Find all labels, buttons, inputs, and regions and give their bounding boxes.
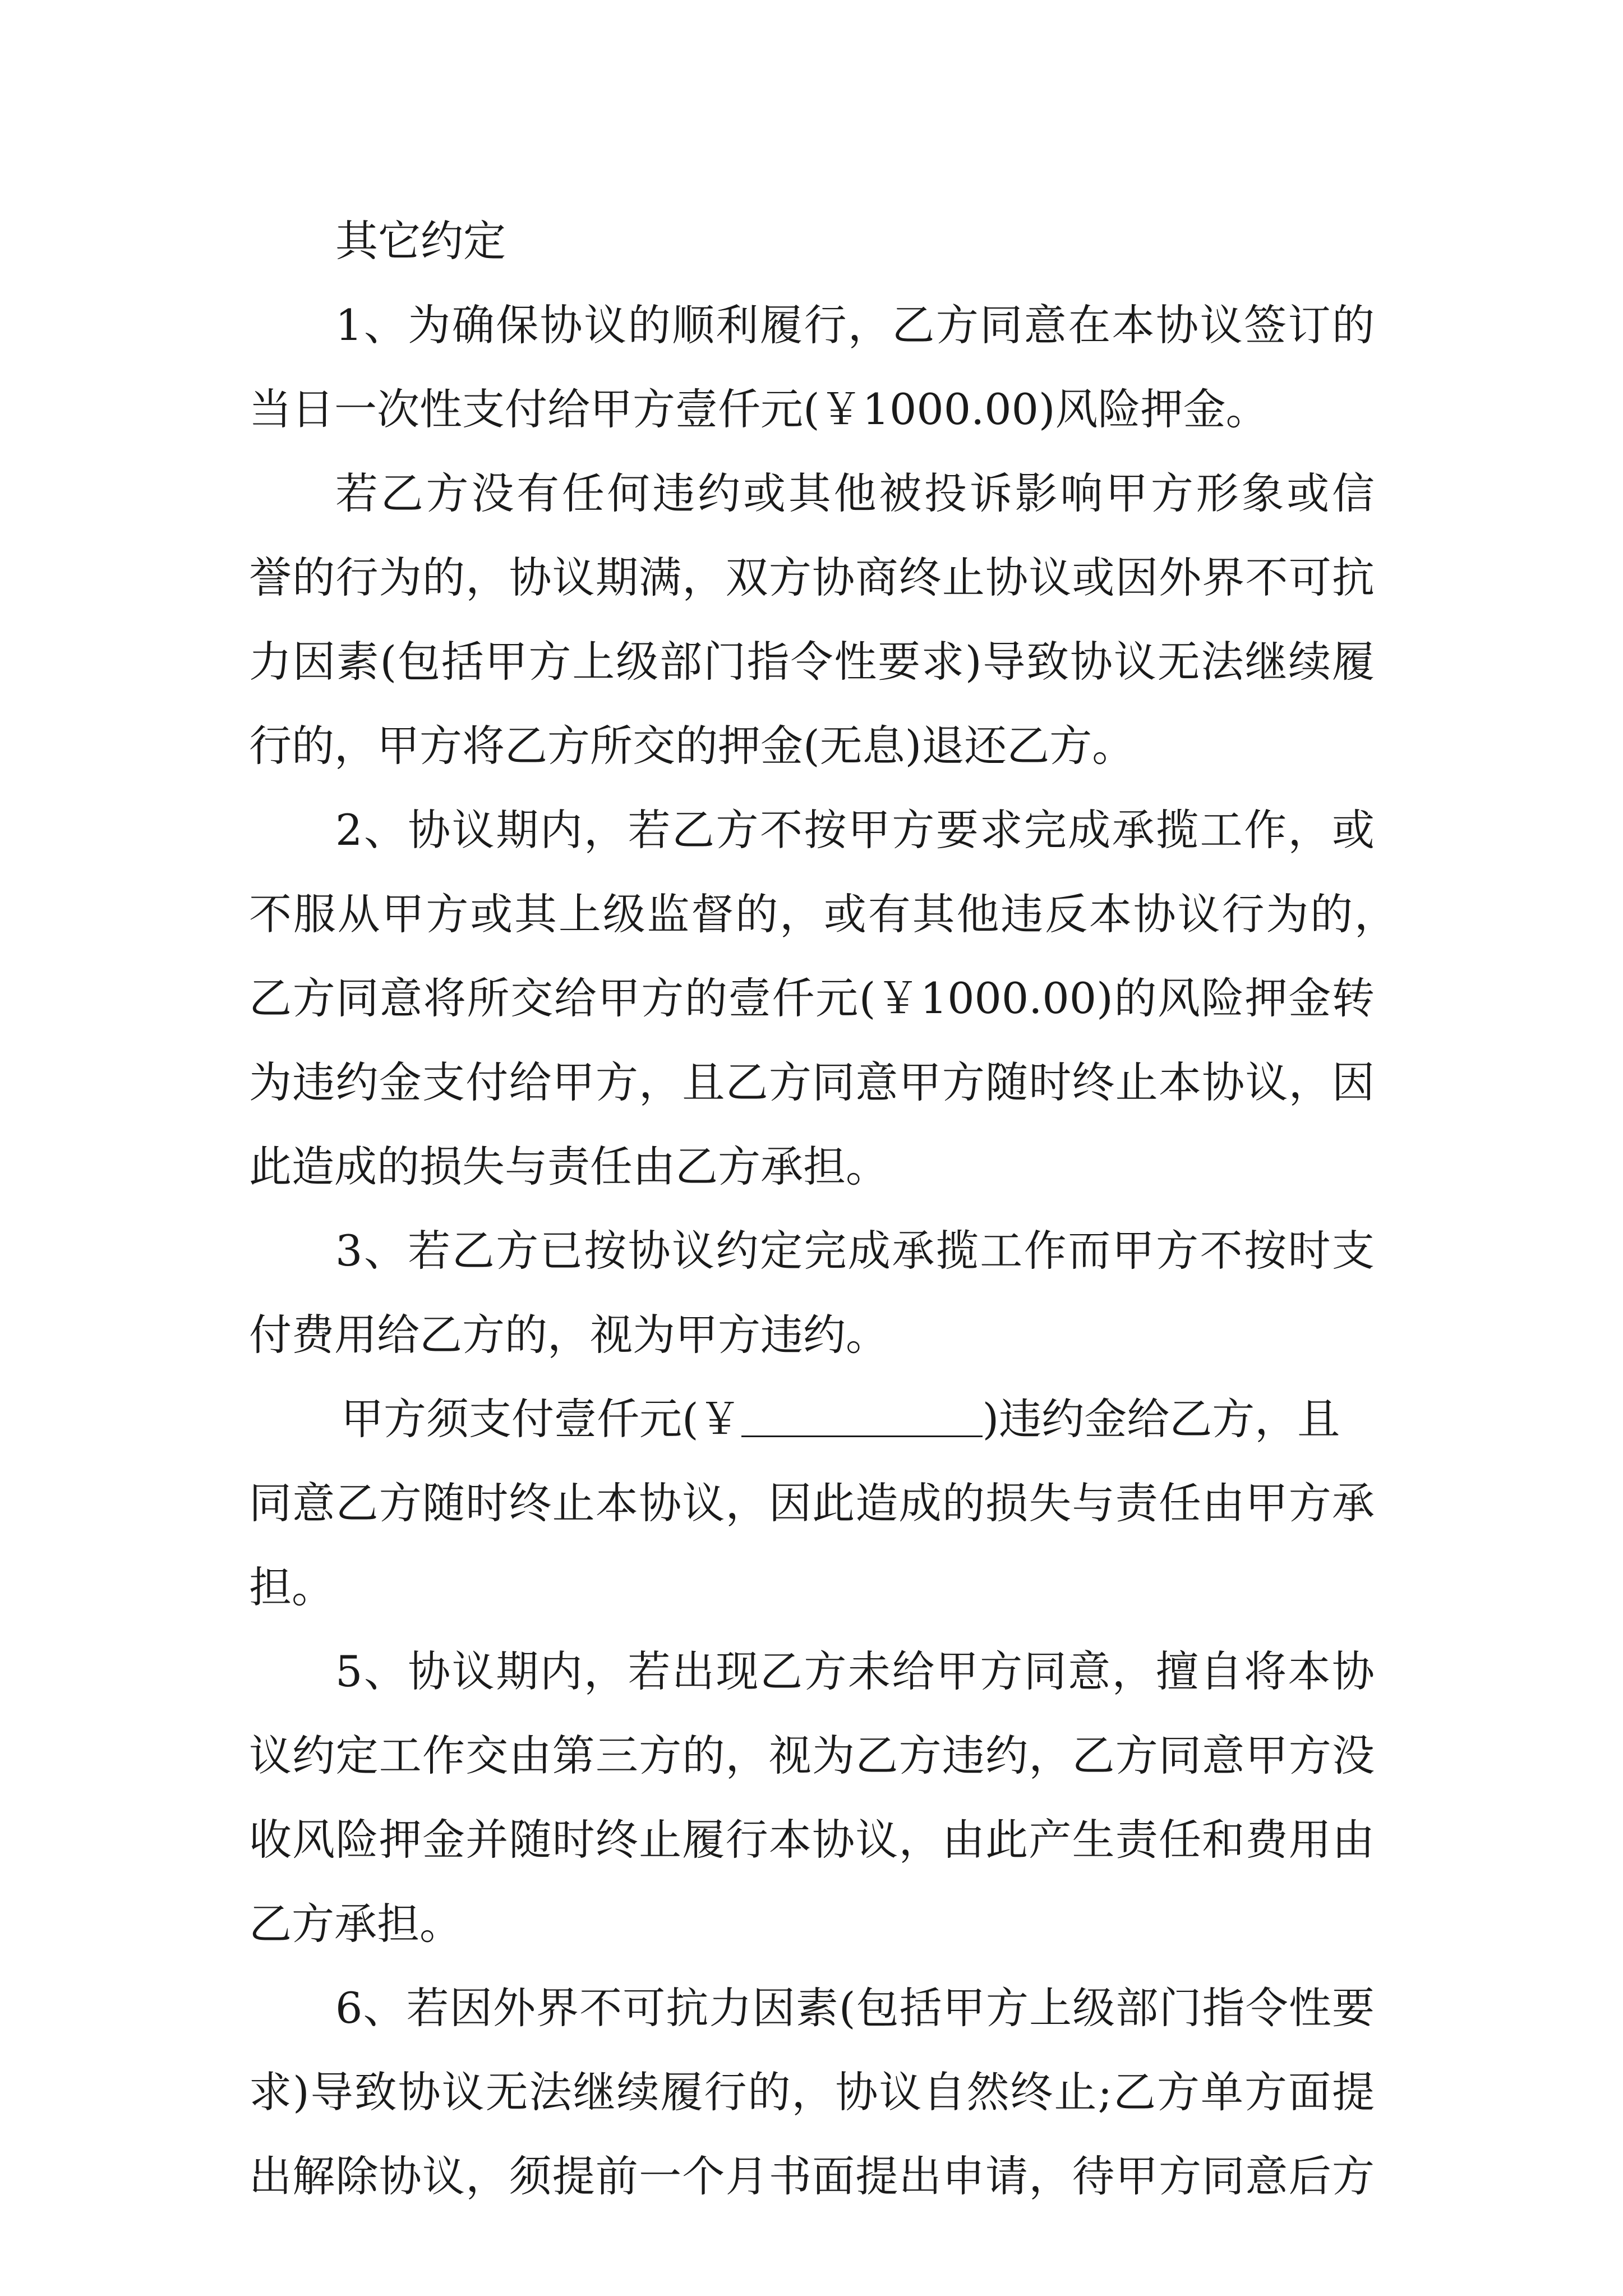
clause-3-note-line-1 — [341, 1377, 1340, 1461]
clause-1-note-line-3: 力因素(包括甲方上级部门指令性要求)导致协议无法继续履 — [249, 637, 1375, 687]
clause-6-line-3: 出解除协议，须提前一个月书面提出申请，待甲方同意后方 — [249, 2151, 1375, 2201]
amount-blank — [741, 1393, 983, 1437]
clause-3-note-line-3: 担。 — [249, 1562, 334, 1612]
clause-3-line-1: 3、若乙方已按协议约定完成承揽工作而甲方不按时支 — [335, 1226, 1375, 1276]
clause-2-line-5: 此造成的损失与责任由乙方承担。 — [249, 1142, 888, 1191]
clause-5-line-2: 议约定工作交由第三方的，视为乙方违约，乙方同意甲方没 — [249, 1731, 1375, 1780]
clause-1-note-line-2: 誉的行为的，协议期满，双方协商终止协议或因外界不可抗 — [249, 553, 1375, 602]
clause-6-line-2: 求)导致协议无法继续履行的，协议自然终止;乙方单方面提 — [249, 2067, 1375, 2117]
clause-2-line-2: 不服从甲方或其上级监督的，或有其他违反本协议行为的， — [249, 889, 1397, 939]
clause-6-line-1: 6、若因外界不可抗力因素(包括甲方上级部门指令性要 — [335, 1983, 1375, 2033]
clause-1-note-line-1: 若乙方没有任何违约或其他被投诉影响甲方形象或信 — [335, 468, 1375, 518]
clause-2-line-4: 为违约金支付给甲方，且乙方同意甲方随时终止本协议，因 — [249, 1057, 1375, 1107]
clause-5-line-1: 5、协议期内，若出现乙方未给甲方同意，擅自将本协 — [335, 1646, 1375, 1696]
clause-1-note-line-4: 行的，甲方将乙方所交的押金(无息)退还乙方。 — [249, 721, 1135, 771]
clause-3-note-line-2: 同意乙方随时终止本协议，因此造成的损失与责任由甲方承 — [249, 1478, 1375, 1528]
clause-5-line-4: 乙方承担。 — [249, 1899, 462, 1949]
clause-5-line-3: 收风险押金并随时终止履行本协议，由此产生责任和费用由 — [249, 1815, 1375, 1865]
clause-1-line-1: 1、为确保协议的顺利履行，乙方同意在本协议签订的 — [335, 300, 1375, 350]
clause-1-line-2: 当日一次性支付给甲方壹仟元(￥1000.00)风险押金。 — [249, 384, 1269, 434]
clause-2-line-1: 2、协议期内，若乙方不按甲方要求完成承揽工作，或 — [335, 805, 1375, 855]
clause-3-line-2: 付费用给乙方的，视为甲方违约。 — [249, 1310, 888, 1360]
clause-3-note-text-after-blank: )违约金给乙方，且 — [982, 1394, 1340, 1444]
clause-3-note-text-before-blank: 甲方须支付壹仟元(￥ — [341, 1394, 741, 1444]
clause-2-line-3: 乙方同意将所交给甲方的壹仟元(￥1000.00)的风险押金转 — [249, 973, 1375, 1023]
section-heading: 其它约定 — [335, 216, 506, 266]
